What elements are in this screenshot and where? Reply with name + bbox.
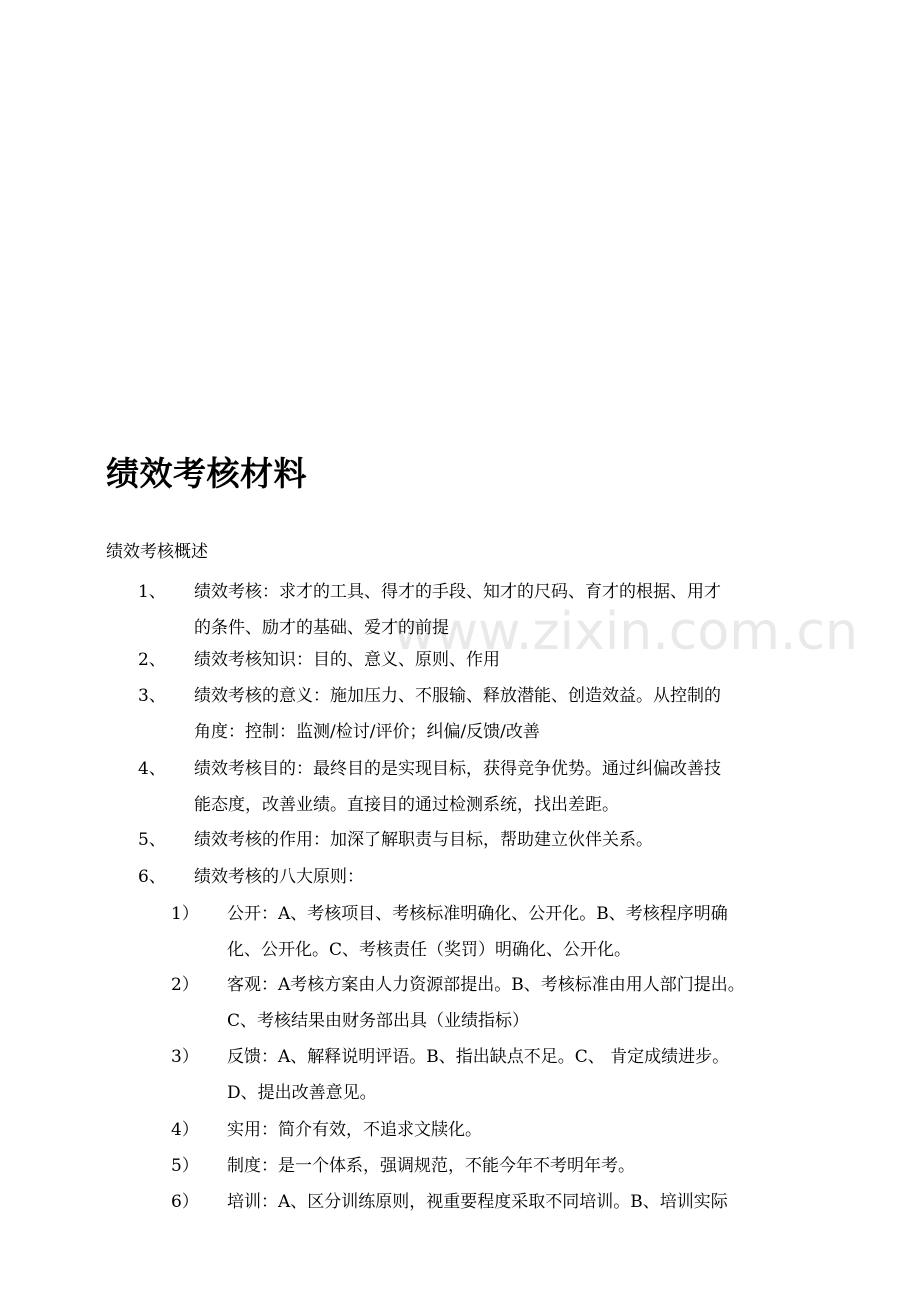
list-item-number: 5、 [138, 830, 166, 850]
list-item-number: 1、 [138, 582, 166, 602]
list-item-number: 4、 [138, 759, 166, 779]
watermark-text: www.zixin.com.cn [393, 602, 858, 662]
principle-number: 1） [171, 904, 199, 924]
principle-text: 客观：A考核方案由人力资源部提出。B、考核标准由用人部门提出。 C、考核结果由财务部出具（业绩指标） [227, 975, 745, 1031]
principle-text: 培训：A、区分训练原则，视重要程度采取不同培训。B、培训实际 [227, 1192, 728, 1212]
principle-number: 2） [171, 975, 199, 995]
principle-text: 反馈：A、解释说明评语。B、指出缺点不足。C、 肯定成绩进步。 D、提出改善意见。 [227, 1047, 730, 1103]
principle-number: 4） [171, 1120, 199, 1140]
principle-number: 5） [171, 1156, 199, 1176]
principle-text: 制度：是一个体系，强调规范，不能今年不考明年考。 [227, 1156, 635, 1176]
principle-text: 公开：A、考核项目、考核标准明确化、公开化。B、考核程序明确 化、公开化。C、考核责任（奖罚）明确化、公开化。 [227, 904, 728, 960]
principle-number: 6） [171, 1192, 199, 1212]
list-item-number: 2、 [138, 650, 166, 670]
list-item-text: 绩效考核知识：目的、意义、原则、作用 [194, 650, 500, 670]
list-item-number: 6、 [138, 867, 166, 887]
list-item-text: 绩效考核的作用：加深了解职责与目标，帮助建立伙伴关系。 [194, 830, 653, 850]
list-item-text: 绩效考核的八大原则： [194, 867, 364, 887]
list-item-number: 3、 [138, 686, 166, 706]
list-item-text: 绩效考核目的：最终目的是实现目标，获得竞争优势。通过纠偏改善技 能态度，改善业绩。直接目的通过检测系统，找出差距。 [194, 759, 721, 815]
document-title: 绩效考核材料 [106, 454, 307, 493]
principle-text: 实用：简介有效，不追求文牍化。 [227, 1120, 482, 1140]
list-item-text: 绩效考核：求才的工具、得才的手段、知才的尺码、育才的根据、用才 的条件、励才的基础、爱才的前提 [194, 582, 721, 638]
principle-number: 3） [171, 1047, 199, 1067]
section-heading: 绩效考核概述 [106, 542, 208, 562]
list-item-text: 绩效考核的意义：施加压力、不服输、释放潜能、创造效益。从控制的 角度：控制：监测/检讨/评价；纠偏/反馈/改善 [194, 686, 721, 742]
